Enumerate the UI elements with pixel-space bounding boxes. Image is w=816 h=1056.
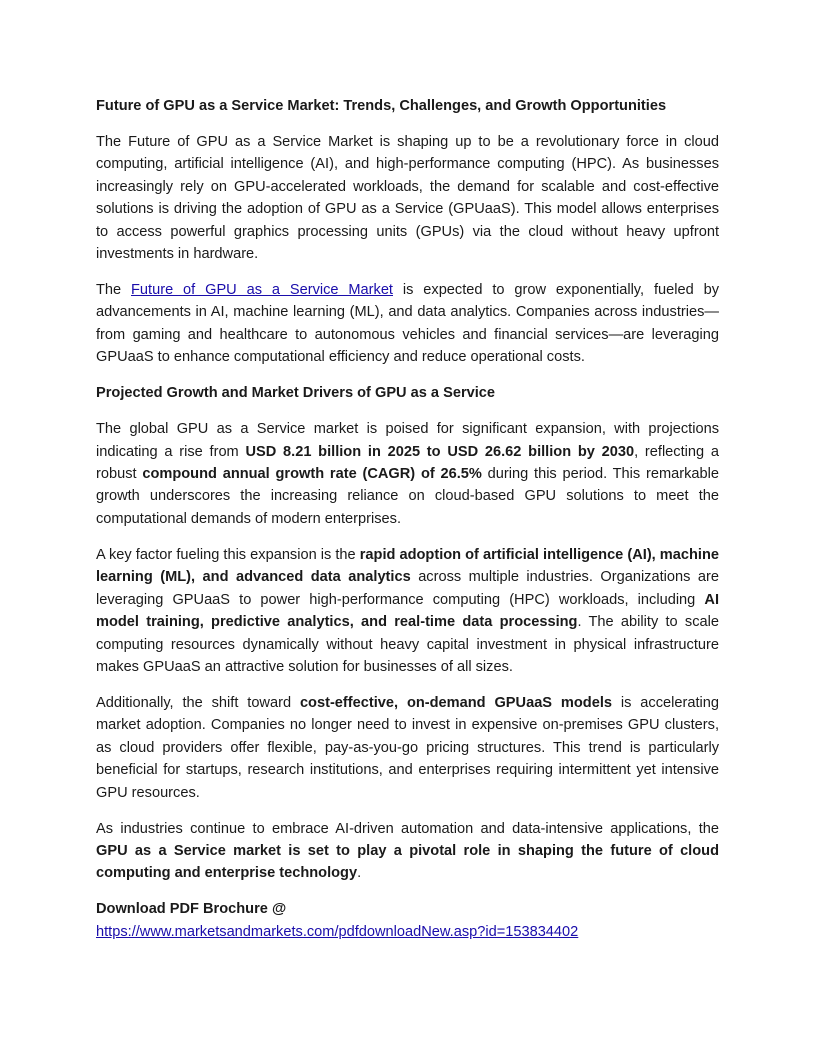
para4-bold-1: rapid adoption of artificial intelligence (AI), machine learning (ML), and advanced data analytics: [96, 546, 720, 586]
paragraph-4: [96, 544, 719, 678]
download-link[interactable]: https://www.marketsandmarkets.com/pdfdownloadNew.asp?id=153834402: [96, 923, 579, 940]
para2-text-pre: The: [96, 282, 132, 299]
para3-text-1: The global GPU as a Service market is poised for significant expansion, with projections indicating a rise from: [96, 421, 719, 460]
para2-text-post: is expected to grow exponentially, fueled by advancements in AI, machine learning (ML), and data analytics. Companies across industries—from gaming and healthcare to autonomous vehicles and financial services—are leveraging GPUaaS to enhance computational efficiency and reduce operational costs.: [96, 282, 719, 366]
para4-bold-2: AI model training, predictive analytics, and real-time data processing: [96, 591, 719, 631]
para6-bold-1: GPU as a Service market is set to play a pivotal role in shaping the future of cloud computing and enterprise technology: [96, 842, 719, 882]
paragraph-3: [96, 418, 719, 530]
para3-bold-1: USD 8.21 billion in 2025 to USD 26.62 billion by 2030: [245, 443, 635, 460]
para4-text-3: . The ability to scale computing resources dynamically without heavy capital investment in physical infrastructure makes GPUaaS an attractive solution for businesses of all sizes.: [96, 614, 719, 675]
para3-text-2: , reflecting a robust: [96, 443, 719, 483]
para6-text-2: .: [357, 865, 362, 882]
para5-text-1: Additionally, the shift toward: [96, 694, 300, 711]
para5-bold-1: cost-effective, on-demand GPUaaS models: [299, 694, 613, 711]
download-label: Download PDF Brochure @: [96, 901, 287, 918]
para4-text-2: across multiple industries. Organizations are leveraging GPUaaS to power high-performance computing (HPC) workloads, including: [96, 569, 719, 608]
document-page: [96, 95, 719, 957]
para4-text-1: A key factor fueling this expansion is the: [96, 546, 360, 563]
paragraph-5: [96, 692, 719, 804]
section-heading: Projected Growth and Market Drivers of GPU as a Service: [96, 385, 496, 402]
intro-paragraph: The Future of GPU as a Service Market is shaping up to be a revolutionary force in cloud computing, artificial intelligence (AI), and high-performance computing (HPC). As businesses increasingly rely on GPU-accelerated workloads, the demand for scalable and cost-effective solutions is driving the adoption of GPU as a Service (GPUaaS). This model allows enterprises to access powerful graphics processing units (GPUs) via the cloud without heavy upfront investments in hardware.: [96, 134, 719, 263]
paragraph-6: [96, 818, 719, 885]
download-block: [96, 898, 719, 943]
document-title: Future of GPU as a Service Market: Trends, Challenges, and Growth Opportunities: [96, 98, 667, 114]
para3-text-3: during this period. This remarkable growth underscores the increasing reliance on cloud-based GPU solutions to meet the computational demands of modern enterprises.: [96, 466, 719, 527]
para5-text-2: is accelerating market adoption. Companies no longer need to invest in expensive on-premises GPU clusters, as cloud providers offer flexible, pay-as-you-go pricing structures. This trend is particularly beneficial for startups, research institutions, and enterprises requiring intermittent yet intensive GPU resources.: [96, 694, 719, 801]
para6-text-1: As industries continue to embrace AI-driven automation and data-intensive applications, the: [96, 820, 719, 837]
market-link[interactable]: Future of GPU as a Service Market: [131, 282, 393, 299]
para3-bold-2: compound annual growth rate (CAGR) of 26.5%: [142, 466, 482, 483]
paragraph-2: [96, 279, 719, 369]
